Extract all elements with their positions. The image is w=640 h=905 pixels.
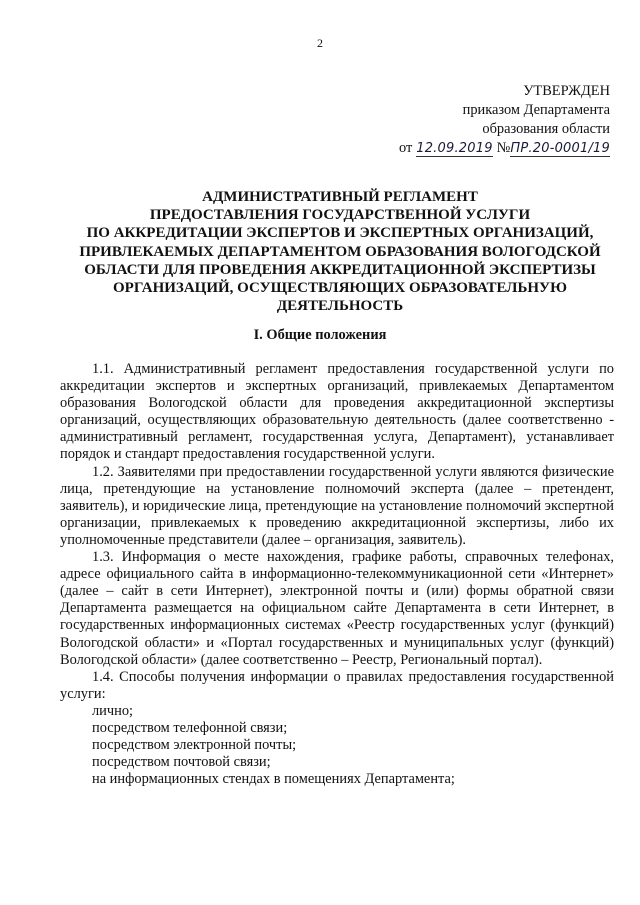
section-body	[60, 361, 614, 788]
paragraph-1-3: 1.3. Информация о месте нахождения, графике работы, справочных телефонах, адресе официального сайта в информационно-телекоммуникационной сети «Интернет» (далее – сайт в сети Интернет), электронной почты и (или) формы обратной связи Департамента размещается на официальном сайте Департамента в сети Интернет, в государственных информационных системах «Реестр государственных услуг (функций) Вологодской области» и «Портал государственных и муниципальных услуг (функций) Вологодской области» (далее соответственно – Реестр, Региональный портал).	[60, 549, 614, 668]
title-line: ОБЛАСТИ ДЛЯ ПРОВЕДЕНИЯ АККРЕДИТАЦИОННОЙ ЭКСПЕРТИЗЫ	[84, 261, 596, 278]
approval-number-handwritten: ПР.20-0001/19	[510, 141, 610, 156]
approval-date-prefix: от	[398, 140, 413, 156]
list-item: лично;	[92, 702, 134, 719]
section-heading: I. Общие положения	[253, 327, 387, 343]
approval-date-line	[399, 139, 610, 158]
approval-line-department: образования области	[482, 121, 610, 137]
paragraph-1-4: 1.4. Способы получения информации о правилах предоставления государственной услуги:	[60, 668, 614, 702]
list-item: посредством телефонной связи;	[92, 719, 288, 736]
list-item: на информационных стендах в помещениях Департамента;	[92, 771, 455, 788]
title-line: АДМИНИСТРАТИВНЫЙ РЕГЛАМЕНТ	[202, 189, 478, 205]
approval-line-order: приказом Департамента	[462, 102, 610, 118]
paragraph-1-2: 1.2. Заявителями при предоставлении государственной услуги являются физические лица, претендующие на установление полномочий эксперта (далее – претендент, заявитель), и юридические лица, претендующие на установление полномочий экспертной организации, привлекаемых к проведению аккредитационной экспертизы, либо их уполномоченные представители (далее – организация, заявитель).	[60, 463, 614, 548]
page-number: 2	[317, 36, 323, 50]
title-line: ПРЕДОСТАВЛЕНИЯ ГОСУДАРСТВЕННОЙ УСЛУГИ	[149, 207, 531, 224]
approval-date-handwritten: 12.09.2019	[416, 141, 493, 156]
approval-status: УТВЕРЖДЕН	[523, 83, 610, 99]
approval-stamp-block	[399, 82, 610, 158]
title-line: ОРГАНИЗАЦИЙ, ОСУЩЕСТВЛЯЮЩИХ ОБРАЗОВАТЕЛЬНУЮ	[113, 280, 567, 297]
list-item: посредством почтовой связи;	[92, 754, 271, 771]
title-line: ПО АККРЕДИТАЦИИ ЭКСПЕРТОВ И ЭКСПЕРТНЫХ ОРГАНИЗАЦИЙ,	[86, 225, 594, 242]
paragraph-1-1: 1.1. Административный регламент предоставления государственной услуги по аккредитации экспертов и экспертных организаций, привлекаемых Департаментом образования Вологодской области для проведения аккредитационной экспертизы организаций, осуществляющих образовательную деятельность (далее соответственно - административный регламент, государственная услуга, Департамент), устанавливает порядок и стандарт предоставления государственной услуги.	[60, 361, 614, 463]
title-line: ПРИВЛЕКАЕМЫХ ДЕПАРТАМЕНТОМ ОБРАЗОВАНИЯ ВОЛОГОДСКОЙ	[79, 243, 601, 260]
list-item: посредством электронной почты;	[92, 737, 297, 754]
document-title	[60, 188, 620, 315]
title-line: ДЕЯТЕЛЬНОСТЬ	[276, 298, 404, 315]
approval-number-sign: №	[496, 140, 511, 156]
